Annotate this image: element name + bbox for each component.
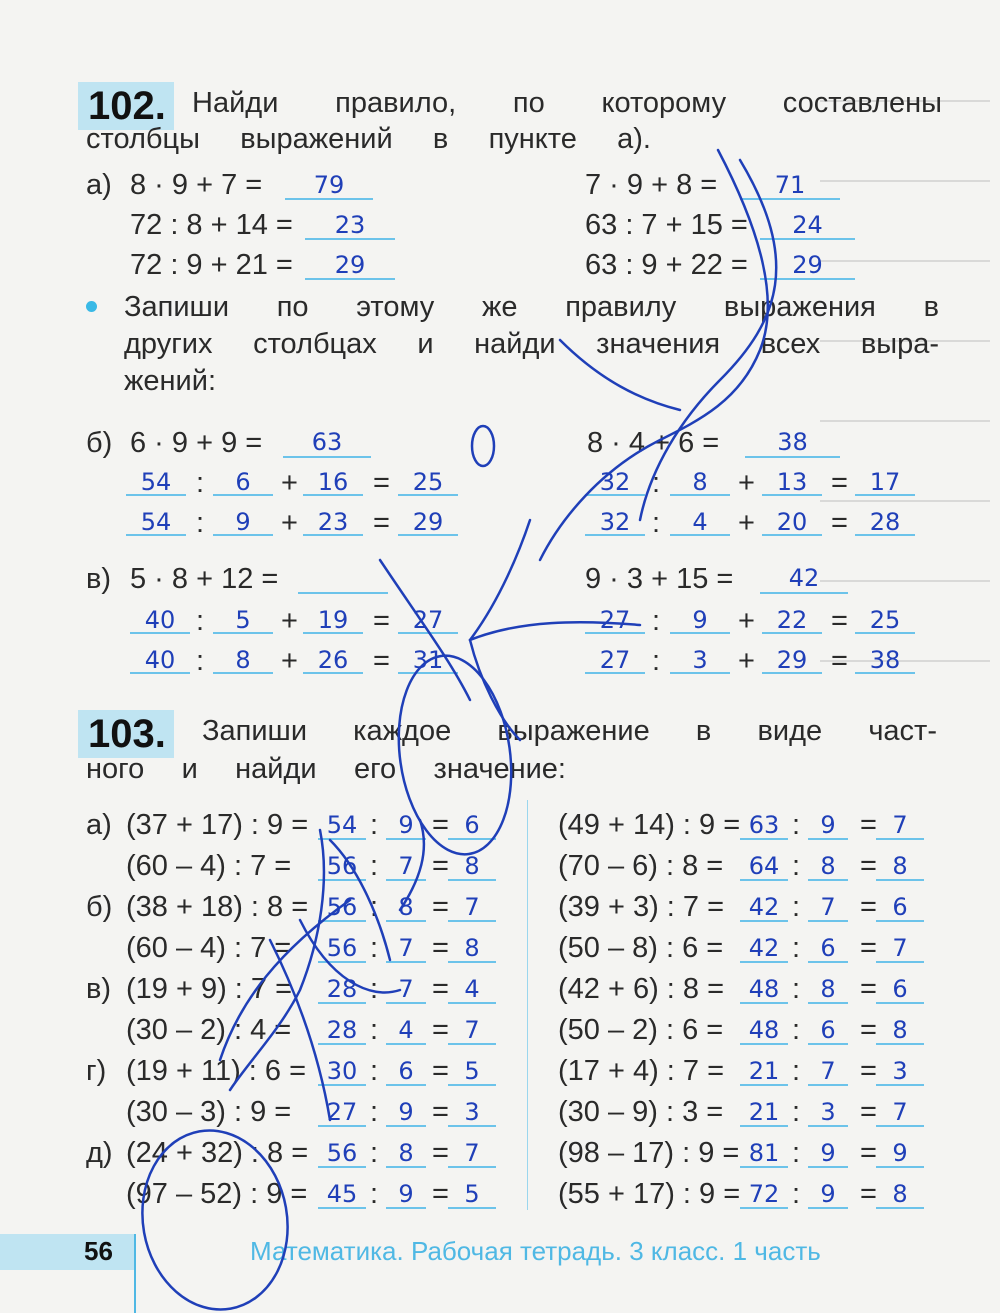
hw-divisor: 8 [820,852,836,880]
hw-result: 5 [464,1180,480,1208]
hw-divisor: 7 [398,975,414,1003]
op-eq: = [432,932,449,964]
ex102-b-left-expr: 6 · 9 + 9 = [130,427,263,459]
hw-dividend: 40 [144,646,176,674]
hw-dividend: 63 [748,811,780,839]
hw-divisor: 6 [820,1016,836,1044]
page-number: 56 [84,1236,113,1266]
hw-divisor: 4 [398,1016,414,1044]
hw-result: 29 [412,508,444,536]
hw-result: 8 [892,852,908,880]
hw-dividend: 54 [140,468,172,496]
hw-addend: 16 [317,468,349,496]
answer-line [760,592,848,594]
hw-addend: 13 [776,468,808,496]
ex102-a-left-answer-1: 79 [313,171,345,199]
hw-divisor: 5 [235,606,251,634]
hw-result: 3 [892,1057,908,1085]
ex102-a-right-expr-3: 63 : 9 + 22 = [585,249,748,281]
op-eq: = [860,1014,877,1046]
hw-dividend: 54 [140,508,172,536]
op-plus: + [738,645,755,677]
op-eq: = [373,645,390,677]
answer-line [283,456,371,458]
op-div: : [370,1137,379,1169]
hw-dividend: 56 [326,893,358,921]
hw-result: 4 [464,975,480,1003]
ex103-expression: (70 – 6) : 8 = [558,850,724,882]
op-plus: + [738,507,755,539]
op-eq: = [860,891,877,923]
hw-result: 38 [869,646,901,674]
op-eq: = [432,1178,449,1210]
hw-result: 7 [464,1139,480,1167]
ex102-a-left-answer-3: 29 [334,251,366,279]
ex103-task-line2: ного и найди его значение: [86,753,566,785]
op-div: : [370,1055,379,1087]
op-div: : [370,1178,379,1210]
ex102-b-left-answer: 63 [311,428,343,456]
hw-result: 6 [892,975,908,1003]
hw-divisor: 7 [398,852,414,880]
ex102-a-right-expr-2: 63 : 7 + 15 = [585,209,748,241]
hw-dividend: 64 [748,852,780,880]
op-eq: = [860,809,877,841]
ex102-a-label: а) [86,169,112,201]
op-eq: = [432,973,449,1005]
hw-dividend: 56 [326,934,358,962]
op-div: : [792,1178,801,1210]
op-div: : [792,1055,801,1087]
answer-line [745,456,840,458]
hw-addend: 23 [317,508,349,536]
op-eq: = [860,850,877,882]
hw-result: 7 [892,811,908,839]
hw-result: 28 [869,508,901,536]
hw-divisor: 8 [398,1139,414,1167]
hw-divisor: 8 [398,893,414,921]
ex103-expression: (50 – 8) : 6 = [558,932,724,964]
op-div: : [792,1137,801,1169]
page-number-band [0,1234,136,1270]
ex102-a-right-expr-1: 7 · 9 + 8 = [585,169,718,201]
hw-dividend: 81 [748,1139,780,1167]
ex103-row-label: г) [86,1055,107,1087]
ex102-task-line1: Найди правило, по которому составлены [192,87,942,119]
op-eq: = [432,1055,449,1087]
hw-divisor: 9 [398,1098,414,1126]
op-eq: = [373,605,390,637]
hw-dividend: 56 [326,852,358,880]
hw-dividend: 30 [326,1057,358,1085]
hw-result: 25 [869,606,901,634]
ex102-v-right-expr: 9 · 3 + 15 = [585,563,734,595]
op-eq: = [432,1096,449,1128]
ex103-expression: (60 – 4) : 7 = [126,850,292,882]
op-plus: + [281,467,298,499]
hw-dividend: 27 [599,646,631,674]
hw-divisor: 9 [692,606,708,634]
hw-divisor: 8 [235,646,251,674]
op-div: : [652,467,661,499]
hw-dividend: 48 [748,975,780,1003]
ex103-row-label: а) [86,809,112,841]
op-div: : [196,605,205,637]
hw-dividend: 32 [599,468,631,496]
ex103-expression: (98 – 17) : 9 = [558,1137,740,1169]
exercise-102-number: 102. [78,82,174,130]
op-div: : [652,645,661,677]
ex103-expression: (39 + 3) : 7 = [558,891,725,923]
op-plus: + [738,467,755,499]
ex102-task-line2: столбцы выражений в пункте а). [86,123,651,155]
hw-dividend: 56 [326,1139,358,1167]
hw-divisor: 8 [820,975,836,1003]
ex102-a-right-answer-1: 71 [774,171,806,199]
op-div: : [652,507,661,539]
ex103-expression: (19 + 9) : 7 = [126,973,293,1005]
ex103-expression: (37 + 17) : 9 = [126,809,309,841]
hw-dividend: 72 [748,1180,780,1208]
op-eq: = [432,891,449,923]
hw-divisor: 9 [820,1139,836,1167]
hw-result: 8 [892,1180,908,1208]
op-plus: + [738,605,755,637]
ex102-a-left-answer-2: 23 [334,211,366,239]
ex102-instruction-line3: жений: [124,365,216,397]
hw-result: 17 [869,468,901,496]
hw-divisor: 7 [398,934,414,962]
op-eq: = [860,1055,877,1087]
ex102-instruction-line1: Запиши по этому же правилу выражения в [124,291,939,323]
hw-divisor: 7 [820,893,836,921]
op-eq: = [432,850,449,882]
margin-line [134,1234,136,1313]
op-div: : [196,467,205,499]
op-div: : [370,850,379,882]
op-div: : [792,891,801,923]
hw-dividend: 28 [326,1016,358,1044]
hw-result: 8 [464,934,480,962]
op-div: : [792,932,801,964]
ex102-a-left-expr-2: 72 : 8 + 14 = [130,209,293,241]
hw-divisor: 6 [820,934,836,962]
hw-result: 7 [464,893,480,921]
op-eq: = [860,1137,877,1169]
op-eq: = [432,809,449,841]
op-eq: = [860,1096,877,1128]
hw-divisor: 6 [398,1057,414,1085]
hw-addend: 19 [317,606,349,634]
hw-addend: 29 [776,646,808,674]
op-div: : [370,973,379,1005]
ex102-a-right-answer-3: 29 [792,251,823,279]
hw-dividend: 21 [748,1057,780,1085]
op-eq: = [432,1137,449,1169]
ex103-row-label: д) [86,1137,113,1169]
book-title: Математика. Рабочая тетрадь. 3 класс. 1 часть [250,1236,821,1266]
hw-addend: 20 [776,508,808,536]
op-div: : [196,645,205,677]
op-eq: = [432,1014,449,1046]
op-div: : [196,507,205,539]
hw-result: 6 [464,811,480,839]
ex102-a-right-answer-2: 24 [792,211,823,239]
hw-divisor: 9 [398,811,414,839]
hw-dividend: 48 [748,1016,780,1044]
op-plus: + [281,645,298,677]
op-div: : [792,1014,801,1046]
hw-result: 7 [892,1098,908,1126]
hw-divisor: 3 [692,646,708,674]
op-eq: = [860,1178,877,1210]
ex103-expression: (38 + 18) : 8 = [126,891,309,923]
hw-divisor: 7 [820,1057,836,1085]
hw-divisor: 9 [235,508,251,536]
hw-result: 9 [892,1139,908,1167]
hw-result: 31 [412,646,444,674]
hw-divisor: 9 [820,811,836,839]
ex103-expression: (55 + 17) : 9 = [558,1178,741,1210]
scribble-circle [472,426,494,466]
ex103-expression: (42 + 6) : 8 = [558,973,725,1005]
hw-dividend: 27 [599,606,631,634]
answer-line [298,592,388,594]
op-div: : [370,932,379,964]
ex103-expression: (60 – 4) : 7 = [126,932,292,964]
hw-result: 8 [892,1016,908,1044]
ex103-expression: (30 – 2) : 4 = [126,1014,292,1046]
op-div: : [792,850,801,882]
hw-dividend: 45 [326,1180,358,1208]
op-div: : [652,605,661,637]
hw-result: 25 [412,468,444,496]
hw-dividend: 27 [326,1098,358,1126]
op-eq: = [860,932,877,964]
ex103-expression: (30 – 3) : 9 = [126,1096,292,1128]
hw-result: 3 [464,1098,480,1126]
hw-divisor: 4 [692,508,708,536]
ex103-row-label: б) [86,891,113,923]
op-div: : [370,1014,379,1046]
ex103-expression: (17 + 4) : 7 = [558,1055,725,1087]
hw-result: 7 [892,934,908,962]
ex102-v-right-answer: 42 [788,564,820,592]
op-div: : [792,1096,801,1128]
op-div: : [792,973,801,1005]
ex103-expression: (97 – 52) : 9 = [126,1178,308,1210]
op-div: : [370,891,379,923]
hw-divisor: 6 [235,468,251,496]
ex102-instruction-line2: других столбцах и найди значения всех выра- [124,328,939,360]
op-eq: = [860,973,877,1005]
hw-divisor: 9 [398,1180,414,1208]
hw-dividend: 40 [144,606,176,634]
ex102-b-label: б) [86,427,113,459]
hw-dividend: 42 [748,893,780,921]
hw-dividend: 42 [748,934,780,962]
op-eq: = [373,467,390,499]
hw-result: 27 [412,606,444,634]
ex102-b-right-answer: 38 [777,428,808,456]
ex103-expression: (30 – 9) : 3 = [558,1096,724,1128]
op-eq: = [373,507,390,539]
op-eq: = [831,605,848,637]
hw-divisor: 8 [692,468,708,496]
op-eq: = [831,467,848,499]
op-eq: = [831,645,848,677]
ex103-expression: (50 – 2) : 6 = [558,1014,724,1046]
ex103-expression: (49 + 14) : 9 = [558,809,741,841]
hw-result: 5 [464,1057,480,1085]
hw-addend: 26 [317,646,349,674]
scribble-stroke [470,520,530,640]
ex103-expression: (24 + 32) : 8 = [126,1137,309,1169]
hw-result: 7 [464,1016,480,1044]
hw-addend: 22 [776,606,808,634]
hw-divisor: 3 [820,1098,836,1126]
hw-dividend: 32 [599,508,631,536]
op-plus: + [281,605,298,637]
hw-dividend: 21 [748,1098,780,1126]
hw-result: 6 [892,893,908,921]
op-eq: = [831,507,848,539]
op-div: : [370,1096,379,1128]
ex102-a-left-expr-1: 8 · 9 + 7 = [130,169,263,201]
op-div: : [370,809,379,841]
op-div: : [792,809,801,841]
ex103-expression: (19 + 11) : 6 = [126,1055,307,1087]
ex103-task-line1: Запиши каждое выражение в виде част- [202,715,937,747]
ex102-b-right-expr: 8 · 4 + 6 = [587,427,720,459]
op-plus: + [281,507,298,539]
ex102-v-label: в) [86,563,112,595]
hw-result: 8 [464,852,480,880]
ex102-a-left-expr-3: 72 : 9 + 21 = [130,249,293,281]
hw-dividend: 54 [326,811,358,839]
ex102-v-left-expr: 5 · 8 + 12 = [130,563,279,595]
hw-divisor: 9 [820,1180,836,1208]
bullet-icon [86,301,97,312]
exercise-103-number: 103. [78,710,174,758]
ex103-row-label: в) [86,973,112,1005]
column-divider [527,800,528,1210]
hw-dividend: 28 [326,975,358,1003]
